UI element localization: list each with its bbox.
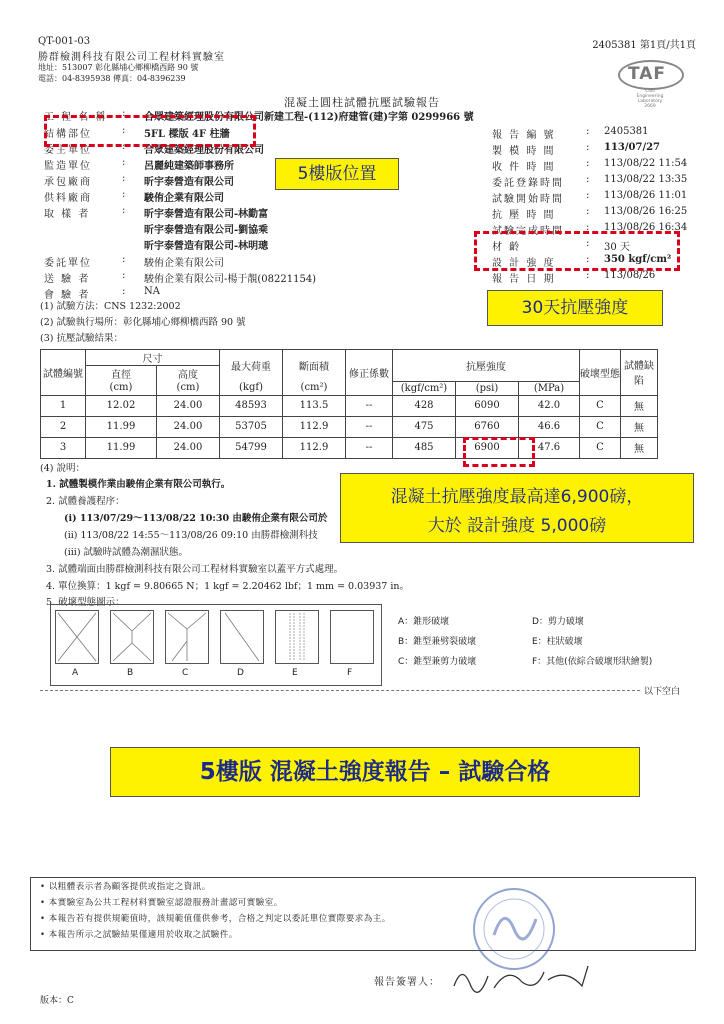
lab-address: 地址：513007 彰化縣埔心鄉柳橋西路 90 號 — [38, 63, 199, 72]
footer-note-1: • 以粗體表示者為顧客提供或指定之資訊。 — [40, 882, 211, 892]
info-left-value: 昕宇泰營造有限公司 — [144, 177, 234, 188]
failure-legend-e: E：柱狀破壞 — [532, 637, 583, 647]
table-body — [41, 395, 658, 458]
info-left-label: 承包廠商 — [44, 177, 92, 188]
failure-legend-c: C：錐型兼剪力破壞 — [398, 657, 477, 667]
colon: : — [586, 158, 590, 169]
colon: : — [586, 222, 590, 233]
failure-sketch-f — [330, 610, 374, 664]
header-specimen-no: 試體編號 — [41, 350, 86, 396]
note-2: 2. 試體養護程序： — [46, 496, 125, 507]
info-right-label: 試驗完成時間 — [492, 226, 564, 237]
failure-letter-b: B — [127, 668, 134, 678]
callout-max-strength-line1: 混凝土抗壓強度最高達6,900磅， — [390, 487, 644, 507]
info-left-label: 取 樣 者 — [44, 209, 91, 220]
cell-kgf: 475 — [393, 416, 456, 437]
note-2-iii: (iii) 試驗時試體為潮濕狀態。 — [64, 547, 189, 558]
failure-sketch-b — [110, 610, 154, 664]
info-right-label: 試驗開始時間 — [492, 194, 564, 205]
note-3: 3. 試體端面由勝群檢測科技有限公司工程材料實驗室以蓋平方式處理。 — [46, 564, 344, 575]
failure-sketch-a — [55, 610, 99, 664]
info-left-label: 委主單位 — [44, 145, 92, 156]
info-right-label: 設 計 強 度 — [492, 258, 556, 269]
location-line: (2) 試驗執行場所：彰化縣埔心鄉柳橋西路 90 號 — [40, 317, 246, 328]
info-left-value: 呂麗純建築師事務所 — [144, 161, 234, 172]
colon: : — [122, 205, 126, 216]
lab-name: 勝群檢測科技有限公司工程材料實驗室 — [38, 52, 225, 63]
info-left-label: 會 驗 者 — [44, 290, 91, 301]
header-area-unit: (cm²) — [283, 381, 346, 395]
table-row — [41, 437, 658, 458]
info-right-value: 350 kgf/cm² — [604, 254, 672, 265]
info-left-value: 合眾建築經理股份有限公司新建工程-(112)府建管(建)字第 0299966 號 — [144, 112, 474, 123]
header-area: 斷面積 — [283, 350, 346, 382]
cell-mpa: 46.6 — [519, 416, 580, 437]
note-4: 4. 單位換算：1 kgf = 9.80665 N；1 kgf = 2.20462 lbf；1 mm = 0.03937 in。 — [46, 581, 410, 592]
info-right-label: 報 告 日 期 — [492, 274, 556, 285]
header-kgf: (kgf/cm²) — [393, 381, 456, 395]
header-diameter-unit: (cm) — [86, 381, 157, 395]
header-correction: 修正係數 — [346, 350, 393, 396]
info-left-value: 駿侑企業有限公司 — [144, 258, 224, 269]
header-height: 高度 — [157, 366, 220, 382]
cell-def: 無 — [621, 437, 658, 458]
cell-brk: C — [580, 437, 621, 458]
cell-load: 53705 — [220, 416, 283, 437]
cell-corr: -- — [346, 395, 393, 416]
taf-logo-text: TAF — [628, 64, 667, 84]
header-defect: 試體缺陷 — [621, 350, 658, 396]
note-1: 1. 試體製模作業由駿侑企業有限公司執行。 — [46, 479, 231, 490]
colon: : — [122, 108, 126, 119]
signer-label: 報告簽署人： — [374, 977, 440, 988]
cell-dia: 11.99 — [86, 437, 157, 458]
report-page-ref: 2405381 第1頁/共1頁 — [592, 40, 696, 51]
cell-psi: 6900 — [456, 437, 519, 458]
cell-def: 無 — [621, 395, 658, 416]
info-left-value: 昕宇泰營造有限公司-林勤富 — [144, 209, 269, 220]
info-right-label: 抗 壓 時 間 — [492, 210, 556, 221]
cell-psi: 6090 — [456, 395, 519, 416]
method-line: (1) 試驗方法：CNS 1232:2002 — [40, 301, 181, 312]
results-heading: (3) 抗壓試驗結果： — [40, 333, 123, 344]
header-max-load-unit: (kgf) — [220, 381, 283, 395]
info-right-value: 113/07/27 — [604, 142, 661, 153]
failure-sketch-c — [165, 610, 209, 664]
cell-area: 113.5 — [283, 395, 346, 416]
info-right-value: 113/08/26 11:01 — [604, 190, 688, 201]
colon: : — [586, 254, 590, 265]
info-left-label: 委託單位 — [44, 258, 92, 269]
note-5: 5. 破壞型態圖示： — [46, 597, 125, 608]
note-2-i: (i) 113/07/29～113/08/22 10:30 由駿侑企業有限公司於 — [64, 513, 328, 524]
cell-brk: C — [580, 416, 621, 437]
failure-letter-c: C — [182, 668, 189, 678]
failure-legend-a: A：錐形破壞 — [398, 617, 450, 627]
footer-note-4: • 本報告所示之試驗結果僅適用於收取之試驗件。 — [40, 930, 238, 940]
failure-letter-d: D — [237, 668, 244, 678]
info-right-value: 113/08/22 13:35 — [604, 174, 688, 185]
info-right-label: 製 模 時 間 — [492, 146, 556, 157]
cell-no: 2 — [41, 416, 86, 437]
info-left-value: NA — [144, 286, 160, 297]
cell-corr: -- — [346, 416, 393, 437]
cell-area: 112.9 — [283, 416, 346, 437]
header-mpa: (MPa) — [519, 381, 580, 395]
header-size: 尺寸 — [86, 350, 220, 366]
callout-max-strength-line2: 大於 設計強度 5,000磅 — [427, 516, 607, 536]
footer-note-3: • 本報告若有提供規範值時，該規範值僅供參考，合格之判定以委託單位實際要求為主。 — [40, 914, 391, 924]
header-strength: 抗壓強度 — [393, 350, 580, 382]
report-title: 混凝土圓柱試體抗壓試驗報告 — [284, 96, 440, 109]
cell-dia: 11.99 — [86, 416, 157, 437]
info-left-value: 昕宇泰營造有限公司-劉協乘 — [144, 225, 269, 236]
colon: : — [122, 157, 126, 168]
info-right-label: 收 件 時 間 — [492, 162, 556, 173]
failure-sketch-e — [275, 610, 319, 664]
cell-h: 24.00 — [157, 395, 220, 416]
info-left-label: 監造單位 — [44, 161, 92, 172]
info-left-value: 5FL 樑版 4F 柱牆 — [144, 129, 230, 140]
signature — [448, 958, 598, 998]
failure-legend-d: D：剪力破壞 — [532, 617, 584, 627]
info-left-label: 送 驗 者 — [44, 274, 91, 285]
colon: : — [586, 270, 590, 281]
cell-dia: 12.02 — [86, 395, 157, 416]
end-divider — [40, 690, 640, 691]
cell-no: 1 — [41, 395, 86, 416]
header-diameter: 直徑 — [86, 366, 157, 382]
cell-brk: C — [580, 395, 621, 416]
colon: : — [586, 142, 590, 153]
info-left-value: 駿侑企業有限公司-楊于靚(08221154) — [144, 274, 317, 285]
result-table — [40, 349, 658, 459]
header-break-type: 破壞型態 — [580, 350, 621, 396]
notes-heading: (4) 說明： — [40, 463, 85, 474]
info-left-value: 昕宇泰營造有限公司-林明璁 — [144, 241, 269, 252]
cell-psi: 6760 — [456, 416, 519, 437]
version-label: 版本：C — [40, 996, 74, 1006]
info-right-value: 2405381 — [604, 126, 649, 137]
colon: : — [122, 141, 126, 152]
colon: : — [122, 173, 126, 184]
info-right-value: 113/08/26 — [604, 270, 656, 281]
header-height-unit: (cm) — [157, 381, 220, 395]
info-right-value: 113/08/26 16:25 — [604, 206, 688, 217]
failure-letter-e: E — [292, 668, 298, 678]
info-right-value: 113/08/22 11:54 — [604, 158, 688, 169]
end-text: 以下空白 — [644, 687, 681, 697]
colon: : — [122, 189, 126, 200]
failure-legend-f: F：其他(依綜合破壞形狀繪製) — [532, 657, 653, 667]
cell-def: 無 — [621, 416, 658, 437]
cell-h: 24.00 — [157, 416, 220, 437]
header-max-load: 最大荷重 — [220, 350, 283, 382]
cell-mpa: 47.6 — [519, 437, 580, 458]
callout-age-strength: 30天抗壓強度 — [487, 290, 663, 326]
colon: : — [586, 126, 590, 137]
age-strength-highlight-box — [474, 231, 680, 271]
info-right-label: 報 告 編 號 — [492, 130, 556, 141]
colon: : — [586, 238, 590, 249]
colon: : — [586, 206, 590, 217]
callout-position: 5樓版位置 — [275, 158, 399, 190]
info-right-value: 30 天 — [604, 242, 630, 253]
failure-sketch-d — [220, 610, 264, 664]
info-left-value: 合眾建築經理股份有限公司 — [144, 145, 264, 156]
colon: : — [586, 174, 590, 185]
cell-kgf: 485 — [393, 437, 456, 458]
colon: : — [122, 270, 126, 281]
position-highlight-box — [44, 115, 256, 147]
note-2-ii: (ii) 113/08/22 14:55～113/08/26 09:10 由勝群檢測科技 — [64, 530, 318, 541]
colon: : — [122, 286, 126, 297]
cell-area: 112.9 — [283, 437, 346, 458]
callout-summary: 5樓版 混凝土強度報告 – 試驗合格 — [110, 747, 640, 797]
colon: : — [122, 254, 126, 265]
header-psi: (psi) — [456, 381, 519, 395]
callout-max-strength — [340, 473, 694, 543]
info-left-value: 駿侑企業有限公司 — [144, 193, 224, 204]
colon: : — [586, 190, 590, 201]
colon: : — [122, 125, 126, 136]
info-right-label: 委託登錄時間 — [492, 178, 564, 189]
document-code: QT-001-03 — [38, 36, 91, 47]
info-left-label: 結構部位 — [44, 129, 92, 140]
info-right-value: 113/08/26 16:34 — [604, 222, 688, 233]
lab-telephone: 電話：04-8395938 傳真：04-8396239 — [38, 74, 186, 83]
cell-corr: -- — [346, 437, 393, 458]
table-row — [41, 416, 658, 437]
max-psi-highlight-box — [463, 437, 535, 467]
failure-legend-b: B：錐型兼劈裂破壞 — [398, 637, 477, 647]
cell-no: 3 — [41, 437, 86, 458]
cell-mpa: 42.0 — [519, 395, 580, 416]
info-left-label: 供料廠商 — [44, 193, 92, 204]
cell-h: 24.00 — [157, 437, 220, 458]
failure-letter-f: F — [347, 668, 353, 678]
info-right-label: 材 齡 — [492, 242, 522, 253]
cell-load: 54799 — [220, 437, 283, 458]
info-left-label: 工 程 名 稱 — [44, 112, 108, 123]
footer-note-2: • 本實驗室為公共工程材料實驗室認證服務計畫認可實驗室。 — [40, 898, 283, 908]
taf-logo-subtext: Civil Engineering Laboratory 2669 — [636, 89, 664, 109]
cell-kgf: 428 — [393, 395, 456, 416]
failure-letter-a: A — [72, 668, 79, 678]
cell-load: 48593 — [220, 395, 283, 416]
table-row — [41, 395, 658, 416]
